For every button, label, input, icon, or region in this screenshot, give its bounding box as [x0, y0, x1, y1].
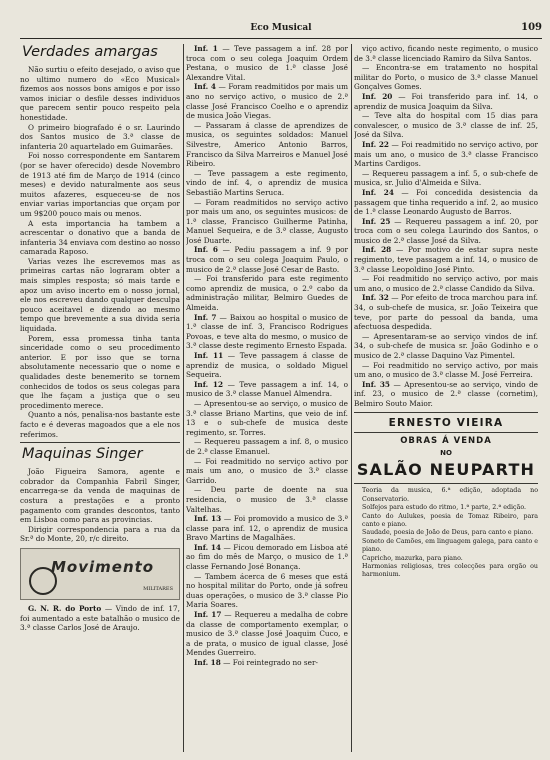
news-item — [186, 457, 348, 486]
news-item — [186, 543, 348, 572]
news-item — [354, 293, 538, 331]
news-item-head: Inf. 18 — [194, 658, 221, 667]
ad-shop-name: SALÃO NEUPARTH — [356, 460, 536, 480]
column-3 — [354, 44, 538, 756]
news-item-text: — Deu parte de doente na sua residencia, o musico de 3.ª classe Valtelhas. — [186, 485, 348, 514]
news-item-head: Inf. 17 — [194, 610, 222, 620]
news-item-text: — Foram readmitidos no serviço activo por mais um ano, os seguintes musicos: de 1.ª classe, Francisco Guilherme Patinha, Manuel Sequeira, e de 3.ª classe, Augusto José Duarte. — [186, 197, 348, 245]
news-item — [354, 92, 538, 111]
news-item — [354, 380, 538, 409]
news-item — [186, 514, 348, 543]
news-item — [354, 188, 538, 217]
section-divider — [354, 412, 538, 413]
news-item — [186, 437, 348, 456]
news-item — [354, 361, 538, 380]
newspaper-title: Eco Musical — [250, 23, 312, 33]
article-paragraph: Quanto a nós, penalisa-nos bastante este facto e é deveras magoados que a ele nos referimos. — [20, 410, 180, 439]
news-item-text: — Teve alta do hospital com 15 dias para convalescer, o musico de 3.ª classe de inf. 25, José da Silva. — [354, 111, 538, 140]
column-1 — [20, 44, 180, 756]
news-item-head: Inf. 35 — [362, 379, 390, 389]
news-item-text: — Requereu passagem a inf. 8, o musico de 2.ª classe Emanuel. — [186, 437, 348, 456]
news-item-head: Inf. 12 — [194, 379, 224, 389]
news-item-text: — Teve passagem a este regimento, vindo de inf. 4, o aprendiz de musica Sebastião Martins Seruca. — [186, 168, 348, 197]
column-2 — [186, 44, 348, 756]
news-item-text: — Teve passagem a inf. 14, o musico de 3.ª classe Manuel Almendra. — [186, 379, 348, 399]
banner-subtitle: MILITARES — [143, 586, 173, 593]
news-item — [354, 245, 538, 274]
news-item — [354, 274, 538, 293]
section-divider — [354, 483, 538, 484]
section-divider — [354, 432, 538, 433]
ad-connector: NO — [440, 448, 452, 457]
column-divider — [351, 44, 352, 752]
news-item-text: — Pediu passagem a inf. 9 por troca com o seu colega Joaquim Paulo, o musico de 2.ª classe José Cesar de Basto. — [186, 245, 348, 274]
news-item-text: — Teve passagem a inf. 28 por troca com o seu colega Joaquim Ordem Pestana, o musico de 1.ª classe José Alexandre Vital. — [186, 44, 348, 82]
article-paragraph: Foi nosso correspondente em Santarem (por se haver oferecido) desde Novembro de 1913 até fim de Março de 1914 (cinco meses) e devido naturalmente aos seus muitos afazeres, esqueceu-se de nos enviar varias importancias que orçam por um 9$200 pouco mais ou menos. — [20, 151, 180, 218]
ad-author: ERNESTO VIEIRA — [388, 416, 504, 429]
news-item — [20, 604, 180, 633]
article-paragraph: A esta importancia ha tambem a acrescentar o donativo que a banda de infanteria 34 enviava com destino ao nosso camarada Raposo. — [20, 218, 180, 257]
news-item — [186, 121, 348, 169]
news-item — [186, 198, 348, 246]
news-item-text: — Por efeito de troca marchou para inf. 34, o sub-chefe de musica, sr. João Teixeira que teve, por parte do pessoal da banda, uma afectuosa despedida. — [354, 293, 538, 332]
news-item-head: Inf. 4 — [194, 82, 216, 92]
news-item-head: Inf. 20 — [362, 91, 393, 101]
ad-work-entry: Soneto de Camões, em linguagem galega, para canto e piano. — [362, 537, 538, 554]
news-item — [186, 485, 348, 514]
ad-work-entry: Solfejos para estudo do ritmo, 1.ª parte, 2.ª edição. — [362, 504, 527, 512]
news-item-text: — Foram readmitidos por mais um ano no serviço activo, o musico de 2.ª classe José Francisco Coelho e o aprendiz de musica João Viegas. — [186, 82, 348, 121]
news-item-head: Inf. 22 — [362, 139, 389, 149]
news-item-head: Inf. 24 — [362, 187, 394, 197]
news-item — [186, 274, 348, 312]
news-item — [186, 44, 348, 82]
ad-work-entry: Canto do Aulukes, poesia de Tomaz Ribeiro, para canto e piano. — [362, 512, 538, 528]
news-item — [354, 217, 538, 246]
news-item-text: — Apresentou-se ao serviço, vindo de inf. 23, o musico de 2.ª classe (cornetim), Belmiro Souto Maior. — [354, 379, 538, 408]
news-item — [186, 351, 348, 380]
news-item-head: Inf. 7 — [194, 312, 217, 322]
article-paragraph: Porem, essa promessa tinha tanta sinceridade como o seu procedimento anterior. E por isso que se torna absolutamente necessario que o nome e qualidades deste benemerito se tornem conhecidos de todos os seus colegas para que lhe façam a justiça que o seu procedimento merece. — [20, 333, 180, 410]
article-paragraph: Não surtiu o efeito desejado, o aviso que no ultimo numero do «Eco Musical» fizemos aos nossos bons amigos e por isso vamos iniciar o desfile desses individuos que parecem sentir pouco respeito pela honestidade. — [20, 65, 180, 122]
news-item-text: — Foi readmitido no serviço activo, por mais um ano, o musico de 3.ª classe M. José Ferreira. — [354, 360, 538, 380]
news-item-head: G. N. R. do Porto — [28, 603, 102, 613]
news-item-text: — Foi readmitido no serviço activo, por mais um ano, o musico de 2.ª classe Candido da Silva. — [354, 274, 538, 293]
ad-work-entry: Teoria da musica, 6.ª edição, adoptada no Conservatorio. — [362, 487, 538, 503]
column-divider — [183, 44, 184, 752]
news-item-head: Inf. 28 — [362, 245, 392, 255]
news-item-text: — Requereu passagem a inf. 5, o sub-chefe de musica, sr. Julio d'Almeida e Silva. — [354, 168, 538, 188]
news-item-text: — Foi readmitido no serviço activo por mais um ano, o musico de 3.ª classe Garrido. — [186, 456, 348, 485]
news-item — [354, 169, 538, 188]
article-title: Verdades amargas — [22, 44, 158, 60]
news-item-text: — Baixou ao hospital o musico de 1.ª classe de inf. 3, Francisco Rodrigues Povoas, e teve alta do mesmo, o musico de 3.ª classe deste regimento Ernesto Espada. — [186, 312, 348, 351]
ad-work-entry: Harmonias religiosas, tres colecções para orgão ou harmonium. — [362, 563, 538, 579]
news-item — [186, 245, 348, 274]
news-item — [186, 399, 348, 437]
news-item-text: — Requereu passagem a inf. 20, por troca com o seu colega Laurindo dos Santos, o musico de 2.ª classe José da Silva. — [354, 216, 538, 245]
ad-paragraph: Dirigir correspondencia para a rua da Sr.ª do Monte, 20, r/c direito. — [20, 524, 180, 544]
news-item — [354, 44, 538, 63]
ad-heading: OBRAS Á VENDA — [400, 436, 492, 447]
news-item-text: — Foi promovido a musico de 3.ª classe para inf. 12, o aprendiz de musica Bravo Martins de Magalhães. — [186, 514, 348, 543]
news-item — [186, 313, 348, 351]
news-item-text: — Tambem ácerca de 6 meses que está no hospital militar do Porto, onde já sofreu duas operações, o musico de 3.ª classe Pio Maria Soares. — [186, 571, 348, 610]
news-item-text: — Apresentou-se ao serviço, o musico de 3.ª classe Briano Martins, que veio de inf. 13 e o sub-chefe de musica deste regimento, sr. Torres. — [186, 398, 348, 437]
news-item-head: Inf. 6 — [194, 245, 219, 255]
news-item — [186, 82, 348, 120]
news-item — [186, 380, 348, 399]
news-item-text: — Foi transferido para inf. 14, o aprendiz de musica Joaquim da Silva. — [354, 91, 538, 111]
banner-title: Movimento — [51, 557, 155, 576]
news-item — [186, 572, 348, 610]
news-item-text: — Requereu a medalha de cobre da classe de comportamento exemplar, o musico de 3.ª classe José Joaquim Cuco, e a de prata, o musico de igual classe, José Mendes Guerreiro. — [186, 610, 348, 658]
news-item-text: — Encontra-se em tratamento no hospital militar do Porto, o musico de 3.ª classe Manuel Gonçalves Gomes. — [354, 63, 538, 92]
news-item-head: Inf. 13 — [194, 514, 222, 524]
ad-title: Maquinas Singer — [22, 446, 143, 463]
news-item-text: — Por motivo de estar supra neste regimento, teve passagem a inf. 14, o musico de 3.ª classe Leopoldino José Pinto. — [354, 245, 538, 274]
ad-work-entry: Capricho, mazurka, para piano. — [362, 554, 463, 562]
news-item — [354, 63, 538, 92]
news-item-text: — Vindo de inf. 17, foi aumentado a este batalhão o musico de 3.ª classe Carlos José de Araujo. — [20, 603, 180, 633]
news-item — [354, 111, 538, 140]
news-item-head: Inf. 11 — [194, 351, 224, 360]
news-item-text: — Foi transferido para este regimento como aprendiz de musica, o 2.º cabo da administração militar, Belmiro Guedes de Almeida. — [186, 274, 348, 313]
news-item — [354, 140, 538, 169]
news-item-text: — Foi reintegrado no ser- — [223, 658, 318, 667]
news-item-text: — Teve passagem á classe de aprendiz de musica, o soldado Miguel Sequeira. — [186, 351, 348, 380]
news-item-text: — Passaram á classe de aprendizes de musica, os seguintes soldados: Manuel Silvestre, Americo Antonio Barros, Francisco da Silva Marreiros e Manuel José Ribeiro. — [186, 120, 348, 169]
news-list — [354, 44, 538, 409]
news-item-head: Inf. 25 — [362, 216, 391, 226]
news-item-text: — Ficou demorado em Lisboa até ao fim do mês de Março, o musico de 1.ª classe Fernando José Bonança. — [186, 542, 348, 572]
news-item — [354, 332, 538, 361]
ad-paragraph: João Figueira Samora, agente e cobrador da Companhia Fabril Singer, encarrega-se da venda de maquinas de costura a prestações e a pronto pagamento com grandes descontos, tanto em Lisboa como para as provincias. — [20, 467, 180, 525]
news-item — [186, 610, 348, 658]
news-item-text: — Foi concedida desistencia da passagem que tinha requerido a inf. 2, ao musico de 1.ª classe Leonardo Augusto de Barros. — [354, 187, 538, 217]
news-item-text: — Apresentaram-se ao serviço vindos de inf. 34, o sub-chefe de musica sr. João Godinho e o musico de 2.ª classe Daquino Vaz Pimentel. — [354, 331, 538, 360]
news-item-head: Inf. 32 — [362, 293, 389, 303]
news-item-head: Inf. 1 — [194, 44, 218, 53]
page-header — [20, 22, 542, 39]
page-number: 109 — [521, 22, 542, 33]
article-paragraph: O primeiro biografado é o sr. Laurindo dos Santos musico de 3.ª classe de infanteria 20 aquartelado em Guimarães. — [20, 122, 180, 151]
news-item-text: — Foi readmitido no serviço activo, por mais um ano, o musico de 3.ª classe Francisco Martins Cardigos. — [354, 139, 538, 169]
news-item-text: viço activo, ficando neste regimento, o musico de 3.ª classe licenciado Ramiro da Silva Santos. — [354, 44, 538, 63]
ad-work-entry: Saudade, poesia de João de Deus, para canto e piano. — [362, 529, 534, 537]
news-item — [186, 169, 348, 198]
movimento-banner — [20, 548, 180, 600]
ad-works-list — [354, 487, 538, 579]
news-item-head: Inf. 14 — [194, 542, 221, 552]
news-item — [186, 658, 348, 668]
article-paragraph: Varias vezes lhe escrevemos mas as primeiras cartas não lograram obter a mais simples resposta; só mais tarde e apoz um aviso incerto em o nosso jornal, ele nos escreveu dando qualquer desculpa pouco aceitavel e dizendo ao mesmo tempo que brevemente a sua divida seria liquidada. — [20, 256, 180, 334]
section-divider — [20, 442, 180, 443]
